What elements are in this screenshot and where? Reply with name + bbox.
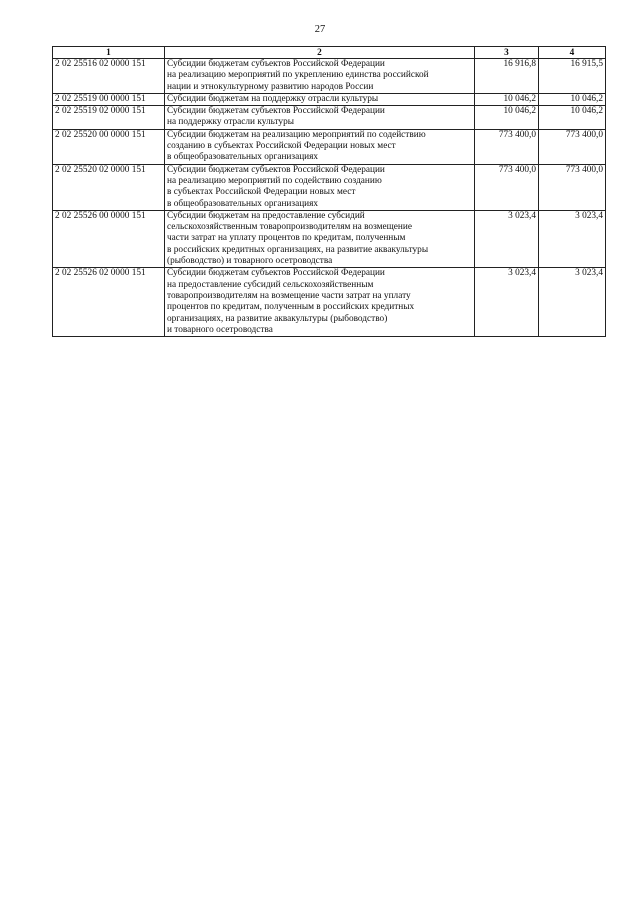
table-row: [53, 93, 606, 105]
column-header-1: 1: [53, 47, 165, 59]
amount-column-4: 10 046,2: [539, 106, 606, 130]
amount-column-4: 10 046,2: [539, 93, 606, 105]
amount-column-3: 3 023,4: [475, 210, 539, 267]
income-name: Субсидии бюджетам субъектов Российской Федерации на реализацию мероприятий по укреплению единства российской нации и этнокультурному развитию народов России: [165, 59, 475, 94]
income-name: Субсидии бюджетам на реализацию мероприятий по содействию созданию в субъектах Российской Федерации новых мест в общеобразовательных организациях: [165, 129, 475, 164]
amount-column-4: 3 023,4: [539, 210, 606, 267]
income-name: Субсидии бюджетам субъектов Российской Федерации на поддержку отрасли культуры: [165, 106, 475, 130]
budget-code: 2 02 25519 00 0000 151: [53, 93, 165, 105]
income-name: Субсидии бюджетам субъектов Российской Федерации на реализацию мероприятий по содействию созданию в субъектах Российской Федерации новых мест в общеобразовательных организациях: [165, 164, 475, 210]
page-number: 27: [314, 24, 326, 35]
budget-table: [52, 46, 606, 337]
amount-column-4: 773 400,0: [539, 164, 606, 210]
budget-code: 2 02 25519 02 0000 151: [53, 106, 165, 130]
table-row: [53, 164, 606, 210]
budget-code: 2 02 25526 00 0000 151: [53, 210, 165, 267]
table-row: [53, 59, 606, 94]
amount-column-4: 3 023,4: [539, 268, 606, 337]
amount-column-3: 3 023,4: [475, 268, 539, 337]
amount-column-3: 10 046,2: [475, 106, 539, 130]
table-header-row: [53, 47, 606, 59]
income-name: Субсидии бюджетам субъектов Российской Федерации на предоставление субсидий сельскохозяйственным товаропроизводителям на возмещение части затрат на уплату процентов по кредитам, полученным в российских кредитных организациях, на развитие аквакультуры (рыбоводство) и товарного осетроводства: [165, 268, 475, 337]
table-row: [53, 129, 606, 164]
table-row: [53, 106, 606, 130]
amount-column-4: 773 400,0: [539, 129, 606, 164]
amount-column-4: 16 915,5: [539, 59, 606, 94]
column-header-3: 3: [475, 47, 539, 59]
amount-column-3: 16 916,8: [475, 59, 539, 94]
income-name: Субсидии бюджетам на поддержку отрасли культуры: [165, 93, 475, 105]
table-row: [53, 210, 606, 267]
income-name: Субсидии бюджетам на предоставление субсидий сельскохозяйственным товаропроизводителям на возмещение части затрат на уплату процентов по кредитам, полученным в российских кредитных организациях, на развитие аквакультуры (рыбоводство) и товарного осетроводства: [165, 210, 475, 267]
amount-column-3: 773 400,0: [475, 129, 539, 164]
budget-code: 2 02 25520 02 0000 151: [53, 164, 165, 210]
budget-code: 2 02 25520 00 0000 151: [53, 129, 165, 164]
budget-code: 2 02 25516 02 0000 151: [53, 59, 165, 94]
column-header-4: 4: [539, 47, 606, 59]
amount-column-3: 773 400,0: [475, 164, 539, 210]
amount-column-3: 10 046,2: [475, 93, 539, 105]
table-row: [53, 268, 606, 337]
budget-code: 2 02 25526 02 0000 151: [53, 268, 165, 337]
column-header-2: 2: [165, 47, 475, 59]
